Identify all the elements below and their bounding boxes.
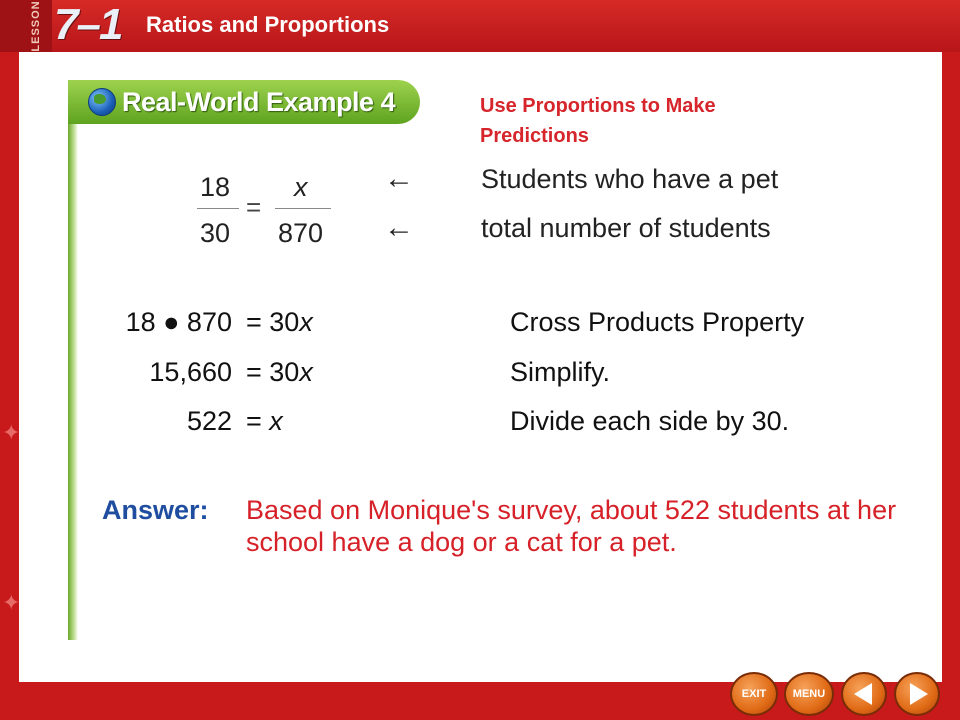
- lesson-number: 7–1: [54, 0, 122, 49]
- menu-button[interactable]: [784, 672, 834, 716]
- globe-land-icon: [94, 94, 106, 104]
- right-denominator: 870: [278, 218, 324, 248]
- triangle-left-icon: [854, 683, 872, 705]
- step-left: 522: [186, 406, 232, 436]
- answer-label: Answer:: [102, 495, 209, 525]
- step-reason: Divide each side by 30.: [510, 406, 790, 436]
- step-left: 15,660: [149, 357, 232, 387]
- equals-sign: =: [246, 192, 262, 222]
- step-right: = 30x: [246, 357, 313, 387]
- lesson-tab: [0, 0, 52, 52]
- exit-button-label: EXIT: [741, 688, 767, 700]
- step-right: = x: [246, 406, 283, 436]
- lesson-word: LESSON: [30, 0, 42, 52]
- answer-text: Based on Monique's survey, about 522 students at her school have a dog or a cat for a pet.: [246, 495, 897, 557]
- left-denominator: 30: [200, 218, 231, 248]
- step-reason: Simplify.: [510, 357, 611, 387]
- left-fraction-bar: [197, 208, 239, 209]
- banner-side-bar: [68, 80, 78, 640]
- lesson-header: [0, 0, 960, 52]
- decoration-icon: ✦: [2, 420, 21, 445]
- forward-button[interactable]: [894, 672, 940, 716]
- step-right: = 30x: [246, 307, 313, 337]
- right-fraction-bar: [275, 208, 331, 209]
- left-arrow-icon: ←: [384, 211, 414, 244]
- example-banner-label: Real-World Example 4: [122, 87, 396, 117]
- decoration-icon: ✦: [2, 590, 21, 615]
- step-left: 18 ● 870: [125, 307, 232, 337]
- lesson-title: Ratios and Proportions: [146, 12, 390, 37]
- step-reason: Cross Products Property: [510, 307, 805, 337]
- example-subtitle: Use Proportions to Make Predictions: [480, 95, 716, 147]
- back-button[interactable]: [841, 672, 887, 716]
- left-arrow-icon: ←: [384, 162, 414, 195]
- left-numerator: 18: [200, 172, 231, 202]
- menu-button-label: MENU: [792, 688, 826, 700]
- denominator-label: total number of students: [481, 213, 771, 243]
- exit-button[interactable]: [730, 672, 778, 716]
- numerator-label: Students who have a pet: [481, 164, 779, 194]
- triangle-right-icon: [910, 683, 928, 705]
- right-numerator: x: [294, 172, 308, 202]
